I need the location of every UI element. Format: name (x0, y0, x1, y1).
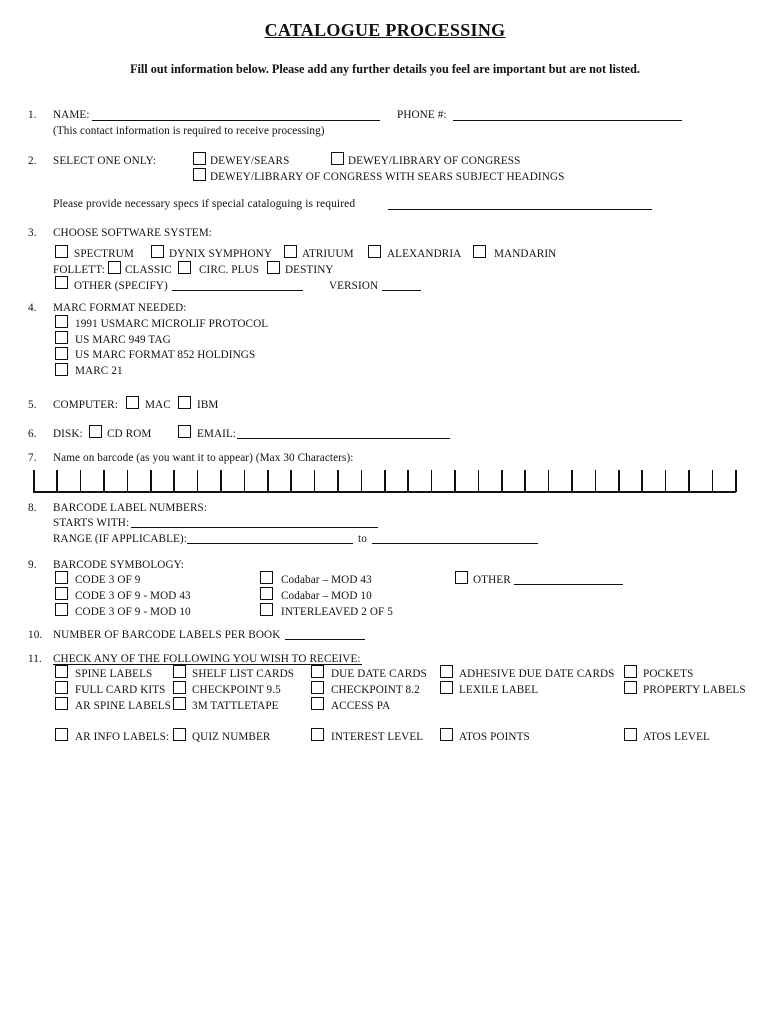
interest-level-checkbox[interactable] (311, 728, 324, 741)
code39-mod10-checkbox[interactable] (55, 603, 68, 616)
atriuum-label: ATRIUUM (302, 248, 354, 260)
atos-level-checkbox[interactable] (624, 728, 637, 741)
full-card-kits-label: FULL CARD KITS (75, 684, 166, 696)
code39-mod43-checkbox[interactable] (55, 587, 68, 600)
atos-points-label: ATOS POINTS (459, 731, 530, 743)
barcode-box-divider (220, 470, 222, 492)
circ-plus-label: CIRC. PLUS (199, 264, 260, 276)
barcode-box-divider (431, 470, 433, 492)
computer-label: COMPUTER: (53, 399, 118, 411)
adhesive-due-date-checkbox[interactable] (440, 665, 453, 678)
atos-points-checkbox[interactable] (440, 728, 453, 741)
other-software-checkbox[interactable] (55, 276, 68, 289)
barcode-box-divider (524, 470, 526, 492)
specs-field[interactable] (388, 209, 652, 210)
phone-field[interactable] (453, 120, 682, 121)
code39-mod10-label: CODE 3 OF 9 - MOD 10 (75, 606, 191, 618)
ar-info-label: AR INFO LABELS: (75, 731, 170, 743)
destiny-label: DESTINY (285, 264, 334, 276)
barcode-box-divider (197, 470, 199, 492)
codabar-mod10-label: Codabar – MOD 10 (281, 590, 372, 602)
quiz-number-checkbox[interactable] (173, 728, 186, 741)
labels-per-book-field[interactable] (285, 639, 365, 640)
checkpoint-95-label: CHECKPOINT 9.5 (192, 684, 281, 696)
email-field[interactable] (237, 438, 450, 439)
barcode-box-divider (150, 470, 152, 492)
tattletape-checkbox[interactable] (173, 697, 186, 710)
barcode-box-divider (618, 470, 620, 492)
section-number: 7. (28, 452, 37, 464)
access-pa-label: ACCESS PA (331, 700, 391, 712)
section-number: 4. (28, 302, 37, 314)
marc-949-checkbox[interactable] (55, 331, 68, 344)
barcode-box-divider (548, 470, 550, 492)
classic-label: CLASSIC (125, 264, 172, 276)
barcode-box-divider (454, 470, 456, 492)
starts-with-label: STARTS WITH: (53, 517, 130, 529)
dynix-checkbox[interactable] (151, 245, 164, 258)
email-label: EMAIL: (197, 428, 237, 440)
circ-plus-checkbox[interactable] (178, 261, 191, 274)
barcode-box-divider (712, 470, 714, 492)
marc-21-label: MARC 21 (75, 365, 123, 377)
barcode-box-divider (337, 470, 339, 492)
barcode-box-divider (314, 470, 316, 492)
ibm-label: IBM (197, 399, 219, 411)
section-number: 5. (28, 399, 37, 411)
marc-949-label: US MARC 949 TAG (75, 334, 171, 346)
marc-microlif-label: 1991 USMARC MICROLIF PROTOCOL (75, 318, 269, 330)
instructions: Fill out information below. Please add any further details you feel are important but are not listed. (130, 62, 640, 76)
section-number: 3. (28, 227, 37, 239)
dewey-loc-label: DEWEY/LIBRARY OF CONGRESS (348, 155, 521, 167)
labels-per-book-label: NUMBER OF BARCODE LABELS PER BOOK (53, 629, 281, 641)
barcode-box-divider (407, 470, 409, 492)
barcode-box-divider (267, 470, 269, 492)
lexile-label: LEXILE LABEL (459, 684, 539, 696)
other-symbology-field[interactable] (514, 584, 623, 585)
barcode-box-divider (173, 470, 175, 492)
range-label: RANGE (IF APPLICABLE): (53, 533, 187, 545)
range-start-field[interactable] (187, 543, 353, 544)
barcode-box-divider (595, 470, 597, 492)
code39-label: CODE 3 OF 9 (75, 574, 141, 586)
other-symbology-checkbox[interactable] (455, 571, 468, 584)
access-pa-checkbox[interactable] (311, 697, 324, 710)
spectrum-label: SPECTRUM (74, 248, 134, 260)
barcode-box-divider (103, 470, 105, 492)
adhesive-due-date-label: ADHESIVE DUE DATE CARDS (459, 668, 615, 680)
barcode-name-label: Name on barcode (as you want it to appear) (Max 30 Characters): (53, 452, 354, 464)
barcode-box-divider (290, 470, 292, 492)
section-number: 10. (28, 629, 43, 641)
spine-labels-checkbox[interactable] (55, 665, 68, 678)
starts-with-field[interactable] (131, 527, 378, 528)
cd-rom-label: CD ROM (107, 428, 152, 440)
section-number: 9. (28, 559, 37, 571)
barcode-box-divider (127, 470, 129, 492)
mac-label: MAC (145, 399, 171, 411)
destiny-checkbox[interactable] (267, 261, 280, 274)
dewey-loc-checkbox[interactable] (331, 152, 344, 165)
section-number: 8. (28, 502, 37, 514)
marc-852-label: US MARC FORMAT 852 HOLDINGS (75, 349, 256, 361)
name-field[interactable] (92, 120, 380, 121)
section-number: 2. (28, 155, 37, 167)
quiz-number-label: QUIZ NUMBER (192, 731, 271, 743)
due-date-label: DUE DATE CARDS (331, 668, 427, 680)
pockets-label: POCKETS (643, 668, 694, 680)
dewey-loc-sears-label: DEWEY/LIBRARY OF CONGRESS WITH SEARS SUBJECT HEADINGS (210, 171, 565, 183)
receive-label: CHECK ANY OF THE FOLLOWING YOU WISH TO RECEIVE: (53, 653, 361, 665)
ar-spine-label: AR SPINE LABELS (75, 700, 171, 712)
dewey-sears-checkbox[interactable] (193, 152, 206, 165)
ibm-checkbox[interactable] (178, 396, 191, 409)
marc-label: MARC FORMAT NEEDED: (53, 302, 187, 314)
due-date-checkbox[interactable] (311, 665, 324, 678)
property-labels-checkbox[interactable] (624, 681, 637, 694)
barcode-box-divider (384, 470, 386, 492)
other-software-field[interactable] (172, 290, 303, 291)
barcode-box-divider (361, 470, 363, 492)
ar-info-checkbox[interactable] (55, 728, 68, 741)
specs-label: Please provide necessary specs if special cataloguing is required (53, 198, 356, 210)
disk-label: DISK: (53, 428, 83, 440)
software-label: CHOOSE SOFTWARE SYSTEM: (53, 227, 212, 239)
barcode-box-divider (571, 470, 573, 492)
symbology-label: BARCODE SYMBOLOGY: (53, 559, 184, 571)
shelf-list-label: SHELF LIST CARDS (192, 668, 295, 680)
spine-labels-label: SPINE LABELS (75, 668, 153, 680)
contact-note: (This contact information is required to receive processing) (53, 125, 325, 137)
barcode-box-divider (641, 470, 643, 492)
cd-rom-checkbox[interactable] (89, 425, 102, 438)
dewey-sears-label: DEWEY/SEARS (210, 155, 290, 167)
atriuum-checkbox[interactable] (284, 245, 297, 258)
marc-microlif-checkbox[interactable] (55, 315, 68, 328)
tattletape-label: 3M TATTLETAPE (192, 700, 279, 712)
barcode-box-divider (501, 470, 503, 492)
barcode-box-divider (80, 470, 82, 492)
interest-level-label: INTEREST LEVEL (331, 731, 424, 743)
barcode-box-divider (688, 470, 690, 492)
marc-852-checkbox[interactable] (55, 347, 68, 360)
mandarin-checkbox[interactable] (473, 245, 486, 258)
property-labels-label: PROPERTY LABELS (643, 684, 746, 696)
range-end-field[interactable] (372, 543, 538, 544)
code39-checkbox[interactable] (55, 571, 68, 584)
section-number: 11. (28, 653, 42, 665)
email-checkbox[interactable] (178, 425, 191, 438)
other-software-label: OTHER (SPECIFY) (74, 280, 168, 292)
barcode-box-divider (478, 470, 480, 492)
alexandria-label: ALEXANDRIA (387, 248, 462, 260)
section-number: 6. (28, 428, 37, 440)
lexile-checkbox[interactable] (440, 681, 453, 694)
barcode-box-divider (244, 470, 246, 492)
shelf-list-checkbox[interactable] (173, 665, 186, 678)
follett-label: FOLLETT: (53, 264, 105, 276)
version-field[interactable] (382, 290, 421, 291)
codabar-mod10-checkbox[interactable] (260, 587, 273, 600)
version-label: VERSION (329, 280, 379, 292)
codabar-mod43-checkbox[interactable] (260, 571, 273, 584)
barcode-box-divider (735, 470, 737, 492)
atos-level-label: ATOS LEVEL (643, 731, 710, 743)
barcode-box-divider (56, 470, 58, 492)
other-symbology-label: OTHER (473, 574, 511, 586)
checkpoint-82-label: CHECKPOINT 8.2 (331, 684, 420, 696)
phone-label: PHONE #: (397, 109, 447, 121)
range-to-label: to (358, 533, 367, 545)
mandarin-label: MANDARIN (494, 248, 557, 260)
barcode-box-divider (665, 470, 667, 492)
dewey-loc-sears-checkbox[interactable] (193, 168, 206, 181)
page-title: CATALOGUE PROCESSING (264, 20, 506, 40)
section-number: 1. (28, 109, 37, 121)
code39-mod43-label: CODE 3 OF 9 - MOD 43 (75, 590, 191, 602)
dynix-label: DYNIX SYMPHONY (169, 248, 273, 260)
mac-checkbox[interactable] (126, 396, 139, 409)
checkpoint-82-checkbox[interactable] (311, 681, 324, 694)
classic-checkbox[interactable] (108, 261, 121, 274)
interleaved-label: INTERLEAVED 2 OF 5 (281, 606, 393, 618)
spectrum-checkbox[interactable] (55, 245, 68, 258)
marc-21-checkbox[interactable] (55, 363, 68, 376)
barcode-box-divider (33, 470, 35, 492)
name-label: NAME: (53, 109, 90, 121)
codabar-mod43-label: Codabar – MOD 43 (281, 574, 372, 586)
select-one-label: SELECT ONE ONLY: (53, 155, 157, 167)
barcode-numbers-label: BARCODE LABEL NUMBERS: (53, 502, 208, 514)
ar-spine-checkbox[interactable] (55, 697, 68, 710)
full-card-kits-checkbox[interactable] (55, 681, 68, 694)
checkpoint-95-checkbox[interactable] (173, 681, 186, 694)
interleaved-checkbox[interactable] (260, 603, 273, 616)
alexandria-checkbox[interactable] (368, 245, 381, 258)
pockets-checkbox[interactable] (624, 665, 637, 678)
